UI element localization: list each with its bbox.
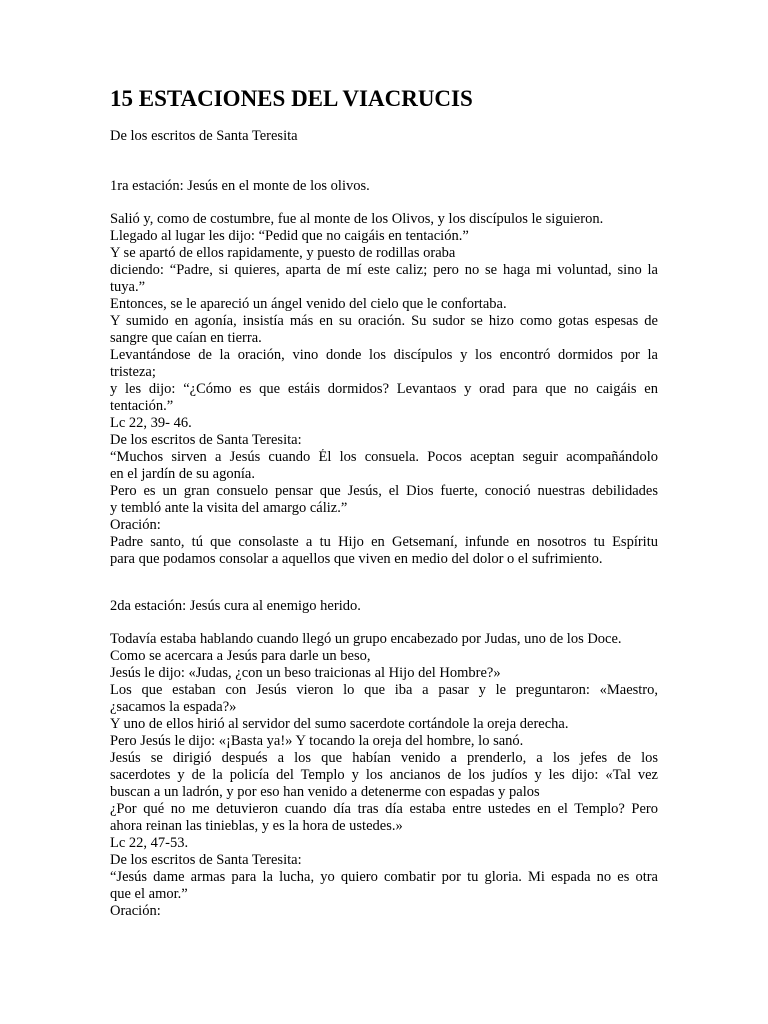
text-line: Jesús le dijo: «Judas, ¿con un beso traicionas al Hijo del Hombre?» (110, 665, 501, 681)
text-line: tristeza; (110, 364, 156, 380)
text-line: Como se acercara a Jesús para darle un beso, (110, 648, 371, 664)
text-line: tuya.” (110, 279, 146, 295)
text-line: De los escritos de Santa Teresita: (110, 852, 302, 868)
text-line: Lc 22, 47-53. (110, 835, 189, 851)
text-line: Todavía estaba hablando cuando llegó un grupo encabezado por Judas, uno de los Doce. (110, 631, 622, 647)
text-line: y tembló ante la visita del amargo cáliz.” (110, 500, 348, 516)
text-line: De los escritos de Santa Teresita: (110, 432, 302, 448)
text-line: ¿sacamos la espada?» (110, 699, 237, 715)
text-line: ¿Por qué no me detuvieron cuando día tras día estaba entre ustedes en el Templo? Pero (110, 801, 658, 817)
text-line: Jesús se dirigió después a los que habían venido a prenderlo, a los jefes de los (110, 750, 658, 766)
document-title: 15 ESTACIONES DEL VIACRUCIS (110, 86, 473, 111)
station-1 (110, 178, 658, 568)
text-line: en el jardín de su agonía. (110, 466, 255, 482)
text-line: Padre santo, tú que consolaste a tu Hijo en Getsemaní, infunde en nosotros tu Espíritu (110, 534, 658, 550)
text-line: Y se apartó de ellos rapidamente, y puesto de rodillas oraba (110, 245, 456, 261)
text-line: Lc 22, 39- 46. (110, 415, 192, 431)
text-line: Salió y, como de costumbre, fue al monte de los Olivos, y los discípulos le siguieron. (110, 211, 604, 227)
station-heading: 1ra estación: Jesús en el monte de los olivos. (110, 178, 370, 194)
text-line: diciendo: “Padre, si quieres, aparta de mí este caliz; pero no se haga mi voluntad, sino la (110, 262, 658, 278)
document-subtitle: De los escritos de Santa Teresita (110, 128, 298, 144)
text-line: Levantándose de la oración, vino donde los discípulos y los encontró dormidos por la (110, 347, 658, 363)
text-line: tentación.” (110, 398, 174, 414)
text-line: buscan a un ladrón, y por eso han venido a detenerme con espadas y palos (110, 784, 540, 800)
station-text (110, 211, 658, 568)
text-line: Pero Jesús le dijo: «¡Basta ya!» Y tocando la oreja del hombre, lo sanó. (110, 733, 524, 749)
station-2 (110, 598, 658, 920)
text-line: Llegado al lugar les dijo: “Pedid que no caigáis en tentación.” (110, 228, 469, 244)
text-line: Pero es un gran consuelo pensar que Jesús, el Dios fuerte, conoció nuestras debilidades (110, 483, 658, 499)
text-line: “Jesús dame armas para la lucha, yo quiero combatir por tu gloria. Mi espada no es otra (110, 869, 658, 885)
text-line: sangre que caían en tierra. (110, 330, 262, 346)
text-line: para que podamos consolar a aquellos que viven en medio del dolor o el sufrimiento. (110, 551, 603, 567)
text-line: Los que estaban con Jesús vieron lo que iba a pasar y le preguntaron: «Maestro, (110, 682, 658, 698)
text-line: Y uno de ellos hirió al servidor del sumo sacerdote cortándole la oreja derecha. (110, 716, 569, 732)
text-line: sacerdotes y de la policía del Templo y los ancianos de los judíos y les dijo: «Tal vez (110, 767, 658, 783)
station-text (110, 631, 658, 920)
text-line: “Muchos sirven a Jesús cuando Él los consuela. Pocos aceptan seguir acompañándolo (110, 449, 658, 465)
text-line: ahora reinan las tinieblas, y es la hora de ustedes.» (110, 818, 403, 834)
text-line: que el amor.” (110, 886, 188, 902)
text-line: Oración: (110, 517, 161, 533)
text-line: Entonces, se le apareció un ángel venido del cielo que le confortaba. (110, 296, 507, 312)
text-line: Y sumido en agonía, insistía más en su oración. Su sudor se hizo como gotas espesas de (110, 313, 658, 329)
station-heading: 2da estación: Jesús cura al enemigo herido. (110, 598, 361, 614)
text-line: y les dijo: “¿Cómo es que estáis dormidos? Levantaos y orad para que no caigáis en (110, 381, 658, 397)
text-line: Oración: (110, 903, 161, 919)
